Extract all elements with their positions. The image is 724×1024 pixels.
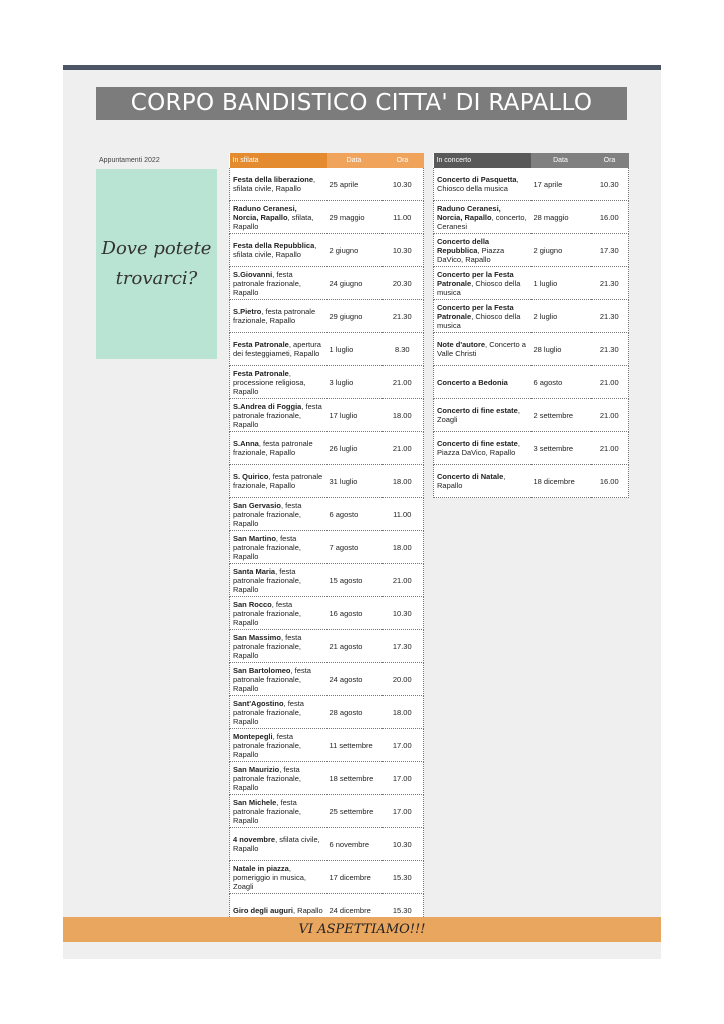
callout-line-2: trovarci? (115, 268, 198, 289)
event-cell (230, 861, 327, 894)
table-row (230, 597, 424, 630)
event-description: , Chiosco della musica (437, 278, 521, 297)
table-row (230, 366, 424, 399)
table-row (230, 729, 424, 762)
event-time: 21.00 (382, 432, 424, 465)
parade-schedule-table (229, 153, 424, 927)
event-date: 11 settembre (327, 729, 382, 762)
event-cell (230, 465, 327, 498)
event-time: 21.00 (591, 399, 629, 432)
event-date: 17 luglio (327, 399, 382, 432)
header-date: Data (327, 153, 382, 168)
event-title: Montepegli (233, 731, 273, 741)
table-row (230, 168, 424, 201)
event-date: 25 aprile (327, 168, 382, 201)
event-time: 21.30 (591, 300, 629, 333)
event-date: 3 settembre (531, 432, 591, 465)
table-row (230, 234, 424, 267)
event-time: 10.30 (382, 234, 424, 267)
event-title: Natale in piazza (233, 863, 289, 873)
event-title: S.Giovanni (233, 269, 273, 279)
event-time: 10.30 (591, 168, 629, 201)
event-description: , Chiosco della musica (437, 175, 519, 193)
event-time: 21.30 (591, 267, 629, 300)
callout-text (102, 234, 212, 294)
event-cell (434, 168, 531, 201)
event-time: 21.30 (591, 333, 629, 366)
event-title: Concerto di fine estate (437, 406, 518, 415)
table-row (434, 432, 629, 465)
event-time: 21.00 (382, 366, 424, 399)
event-title: Festa della Repubblica (233, 241, 315, 250)
table-row (230, 399, 424, 432)
event-date: 17 aprile (531, 168, 591, 201)
page-sheet (63, 65, 661, 959)
event-cell (230, 630, 327, 663)
event-date: 15 agosto (327, 564, 382, 597)
event-time: 21.00 (591, 366, 629, 399)
event-date: 1 luglio (327, 333, 382, 366)
event-description: , sfilata civile, Rapallo (233, 175, 316, 193)
event-description: , festa patronale frazionale, Rapallo (233, 698, 304, 726)
event-title: San Bartolomeo (233, 665, 291, 675)
event-cell (230, 795, 327, 828)
table-row (230, 861, 424, 894)
event-cell (230, 498, 327, 531)
event-date: 24 agosto (327, 663, 382, 696)
event-date: 31 luglio (327, 465, 382, 498)
event-time: 17.00 (382, 762, 424, 795)
event-date: 6 novembre (327, 828, 382, 861)
event-description: , Rapallo (293, 905, 323, 915)
event-date: 29 maggio (327, 201, 382, 234)
callout-line-1: Dove potete (101, 238, 212, 259)
event-cell (230, 564, 327, 597)
event-time: 11.00 (382, 498, 424, 531)
event-time: 18.00 (382, 696, 424, 729)
event-date: 2 giugno (327, 234, 382, 267)
event-title: Note d'autore (437, 340, 486, 349)
event-date: 2 giugno (531, 234, 591, 267)
page-title: CORPO BANDISTICO CITTA' DI RAPALLO (96, 87, 627, 120)
event-title: S. Quirico (233, 472, 269, 481)
event-title: San Rocco (233, 599, 272, 609)
event-date: 28 luglio (531, 333, 591, 366)
event-date: 6 agosto (327, 498, 382, 531)
event-title: Concerto di Natale (437, 472, 504, 481)
event-title: Raduno Ceranesi, Norcia, Rapallo (437, 203, 501, 222)
event-cell (230, 267, 327, 300)
event-description: , festa patronale frazionale, Rapallo (233, 533, 301, 561)
table-row (230, 795, 424, 828)
event-date: 21 agosto (327, 630, 382, 663)
event-description: , festa patronale frazionale, Rapallo (233, 632, 302, 660)
table-row (434, 267, 629, 300)
event-date: 29 giugno (327, 300, 382, 333)
event-cell (434, 399, 531, 432)
event-title: Concerto a Bedonia (437, 377, 508, 387)
event-description: , Chiosco della musica (437, 311, 521, 330)
event-date: 26 luglio (327, 432, 382, 465)
event-cell (434, 432, 531, 465)
event-cell (230, 828, 327, 861)
event-time: 18.00 (382, 465, 424, 498)
event-description: , festa patronale frazionale, Rapallo (233, 307, 316, 325)
event-cell (230, 729, 327, 762)
event-time: 17.00 (382, 729, 424, 762)
event-date: 1 luglio (531, 267, 591, 300)
table-header-row (230, 153, 424, 168)
event-description: , festa patronale frazionale, Rapallo (233, 472, 323, 490)
event-description: , apertura dei festeggiameti, Rapallo (233, 340, 321, 358)
event-cell (230, 432, 327, 465)
table-row (230, 267, 424, 300)
event-time: 21.00 (382, 564, 424, 597)
event-cell (230, 597, 327, 630)
event-cell (434, 300, 531, 333)
parade-table-body (230, 168, 424, 927)
table-row (434, 201, 629, 234)
event-title: San Massimo (233, 632, 281, 642)
concert-table-body (434, 168, 629, 498)
event-description: , festa patronale frazionale, Rapallo (233, 401, 322, 429)
event-date: 24 giugno (327, 267, 382, 300)
event-time: 20.30 (382, 267, 424, 300)
event-title: San Martino (233, 533, 276, 543)
event-time: 17.30 (591, 234, 629, 267)
table-row (230, 564, 424, 597)
table-row (230, 663, 424, 696)
event-time: 21.30 (382, 300, 424, 333)
event-cell (230, 531, 327, 564)
event-description: , festa patronale frazionale, Rapallo (233, 439, 313, 457)
event-date: 2 settembre (531, 399, 591, 432)
event-time: 18.00 (382, 399, 424, 432)
event-cell (434, 201, 531, 234)
event-description: , festa patronale frazionale, Rapallo (233, 731, 301, 759)
event-cell (230, 300, 327, 333)
event-time: 10.30 (382, 597, 424, 630)
event-time: 16.00 (591, 201, 629, 234)
concert-schedule-table (433, 153, 629, 498)
event-title: Concerto di fine estate (437, 439, 518, 448)
event-date: 28 agosto (327, 696, 382, 729)
table-row (230, 432, 424, 465)
event-cell (230, 696, 327, 729)
event-title: Raduno Ceranesi, Norcia, Rapallo (233, 203, 297, 222)
event-time: 21.00 (591, 432, 629, 465)
event-cell (230, 333, 327, 366)
table-row (230, 333, 424, 366)
event-description: , festa patronale frazionale, Rapallo (233, 797, 301, 825)
event-cell (230, 234, 327, 267)
event-title: Festa Patronale (233, 368, 289, 378)
event-description: , sfilata civile, Rapallo (233, 241, 317, 259)
table-header-row (434, 153, 629, 168)
event-title: 4 novembre (233, 835, 276, 844)
event-title: Concerto di Pasquetta (437, 175, 517, 184)
event-date: 18 settembre (327, 762, 382, 795)
event-time: 17.30 (382, 630, 424, 663)
table-row (230, 762, 424, 795)
event-title: S.Anna (233, 439, 259, 448)
event-time: 15.30 (382, 894, 424, 927)
event-description: , festa patronale frazionale, Rapallo (233, 566, 301, 594)
event-cell (434, 333, 531, 366)
event-description: , Piazza DaVico, Rapallo (437, 439, 520, 457)
table-row (230, 531, 424, 564)
event-title: Festa Patronale (233, 340, 289, 349)
header-event: In concerto (434, 153, 531, 168)
event-description: , Piazza DaVico, Rapallo (437, 245, 505, 264)
table-row (434, 333, 629, 366)
event-description: , festa patronale frazionale, Rapallo (233, 599, 301, 627)
event-cell (434, 366, 531, 399)
event-title: S.Pietro (233, 307, 262, 316)
event-cell (434, 234, 531, 267)
event-cell (230, 168, 327, 201)
event-title: Giro degli auguri (233, 905, 294, 915)
table-row (230, 465, 424, 498)
event-date: 7 agosto (327, 531, 382, 564)
table-row (230, 828, 424, 861)
event-description: , festa patronale frazionale, Rapallo (233, 500, 302, 528)
event-date: 25 settembre (327, 795, 382, 828)
table-row (434, 300, 629, 333)
event-date: 2 luglio (531, 300, 591, 333)
event-title: San Maurizio (233, 764, 280, 774)
event-description: , Rapallo (437, 472, 506, 490)
event-title: Festa della liberazione (233, 175, 314, 184)
table-row (434, 168, 629, 201)
footer-banner: VI ASPETTIAMO!!! (63, 917, 661, 942)
event-description: , sfilata civile, Rapallo (233, 835, 320, 853)
event-time: 15.30 (382, 861, 424, 894)
header-time: Ora (591, 153, 629, 168)
event-cell (230, 366, 327, 399)
event-time: 17.00 (382, 795, 424, 828)
event-date: 28 maggio (531, 201, 591, 234)
event-title: S.Andrea di Foggia (233, 401, 302, 411)
top-accent-bar (63, 65, 661, 70)
table-row (434, 465, 629, 498)
appointments-label: Appuntamenti 2022 (99, 157, 160, 164)
event-cell (230, 201, 327, 234)
event-date: 18 dicembre (531, 465, 591, 498)
table-row (230, 630, 424, 663)
event-time: 11.00 (382, 201, 424, 234)
table-row (434, 234, 629, 267)
event-title: Concerto per la Festa Patronale (437, 269, 514, 288)
event-description: , processione religiosa, Rapallo (233, 368, 306, 396)
table-row (230, 300, 424, 333)
event-description: , festa patronale frazionale, Rapallo (233, 665, 311, 693)
event-date: 6 agosto (531, 366, 591, 399)
table-row (434, 399, 629, 432)
callout-box (96, 169, 217, 359)
event-cell (434, 267, 531, 300)
event-cell (230, 663, 327, 696)
event-title: San Gervasio (233, 500, 281, 510)
event-description: , festa patronale frazionale, Rapallo (233, 269, 301, 297)
event-time: 16.00 (591, 465, 629, 498)
event-cell (230, 762, 327, 795)
event-date: 16 agosto (327, 597, 382, 630)
event-title: San Michele (233, 797, 277, 807)
event-title: Concerto per la Festa Patronale (437, 302, 514, 321)
event-description: , Concerto a Valle Christi (437, 340, 526, 358)
event-cell (434, 465, 531, 498)
event-description: , Zoagli (437, 406, 520, 424)
event-date: 17 dicembre (327, 861, 382, 894)
table-row (230, 498, 424, 531)
event-description: , festa patronale frazionale, Rapallo (233, 764, 301, 792)
event-title: Sant'Agostino (233, 698, 284, 708)
event-description: , concerto, Ceranesi (437, 212, 527, 231)
table-row (434, 366, 629, 399)
table-row (230, 696, 424, 729)
header-time: Ora (382, 153, 424, 168)
event-time: 10.30 (382, 168, 424, 201)
event-time: 10.30 (382, 828, 424, 861)
header-date: Data (531, 153, 591, 168)
event-date: 3 luglio (327, 366, 382, 399)
event-time: 18.00 (382, 531, 424, 564)
event-cell (230, 399, 327, 432)
event-title: Concerto della Repubblica (437, 236, 490, 255)
event-time: 8.30 (382, 333, 424, 366)
header-event: In sfilata (230, 153, 327, 168)
event-time: 20.00 (382, 663, 424, 696)
event-description: , sfilata, Rapallo (233, 212, 314, 231)
event-date: 24 dicembre (327, 894, 382, 927)
table-row (230, 201, 424, 234)
event-title: Santa Maria (233, 566, 276, 576)
event-description: , pomeriggio in musica, Zoagli (233, 863, 306, 891)
